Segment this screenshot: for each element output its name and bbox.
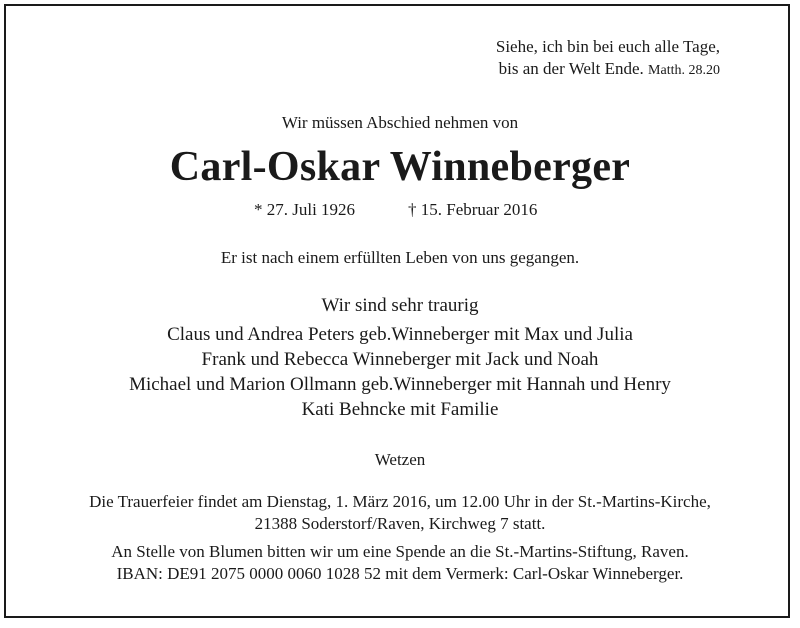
family-line: Michael und Marion Ollmann geb.Winneberger mit Hannah und Henry bbox=[129, 374, 671, 395]
death-date: † 15. Februar 2016 bbox=[408, 200, 538, 219]
place-name: Wetzen bbox=[374, 450, 426, 469]
birth-date: * 27. Juli 1926 bbox=[254, 200, 356, 219]
family-line: Kati Behncke mit Familie bbox=[301, 399, 499, 420]
deceased-name: Carl-Oskar Winneberger bbox=[169, 144, 631, 190]
verse-reference: Matth. 28.20 bbox=[648, 63, 720, 78]
donation-line-2: IBAN: DE91 2075 0000 0060 1028 52 mit dem Vermerk: Carl-Oskar Winneberger. bbox=[116, 564, 684, 583]
verse-line-2 bbox=[496, 58, 720, 82]
verse-line-2-text: bis an der Welt Ende. bbox=[498, 59, 644, 78]
passed-text: Er ist nach einem erfüllten Leben von uns gegangen. bbox=[220, 248, 580, 267]
verse-line-1: Siehe, ich bin bei euch alle Tage, bbox=[495, 37, 720, 56]
funeral-line-2: 21388 Soderstorf/Raven, Kirchweg 7 statt. bbox=[254, 514, 546, 533]
family-line: Claus und Andrea Peters geb.Winneberger mit Max und Julia bbox=[167, 324, 633, 345]
funeral-line-1: Die Trauerfeier findet am Dienstag, 1. März 2016, um 12.00 Uhr in der St.-Martins-Kirche, bbox=[89, 492, 711, 511]
bible-verse bbox=[496, 36, 720, 82]
family-line: Frank und Rebecca Winneberger mit Jack und Noah bbox=[201, 349, 599, 370]
mourners-heading: Wir sind sehr traurig bbox=[321, 295, 479, 316]
intro-text: Wir müssen Abschied nehmen von bbox=[281, 113, 519, 132]
donation-line-1: An Stelle von Blumen bitten wir um eine Spende an die St.-Martins-Stiftung, Raven. bbox=[111, 542, 689, 561]
